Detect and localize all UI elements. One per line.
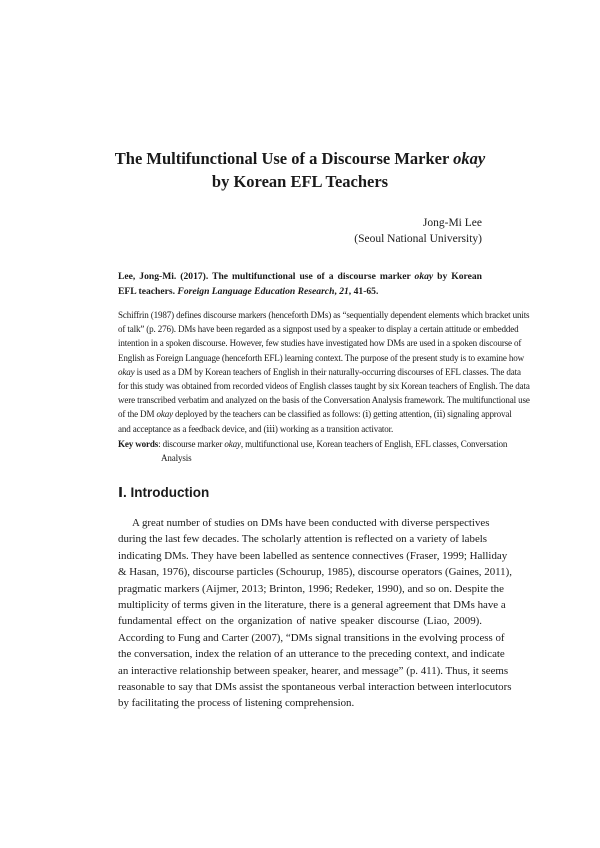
keywords-text: , multifunctional use, Korean teachers of English, EFL classes, Conversation [240, 439, 508, 449]
keywords-label: Key words [118, 439, 159, 449]
body-line: by facilitating the process of listening comprehension. [118, 697, 355, 710]
body-line: indicating DMs. They have been labelled as sentence connectives (Fraser, 1999; Halliday [118, 549, 508, 562]
abstract-line: and acceptance as a feedback device, and (ⅲ) working as a transition activator. [118, 423, 394, 434]
abstract-text: is used as a DM by Korean teachers of English in their naturally-occurring discourses of EFL classes. The data [134, 366, 521, 377]
body-line: an interactive relationship between speaker, hearer, and message” (p. 411). Thus, it seems [118, 664, 509, 677]
section-heading: Ⅰ. Introduction [118, 485, 210, 500]
citation-sep: , [334, 286, 340, 297]
body-line: & Hasan, 1976), discourse particles (Schourup, 1985), discourse operators (Gaines, 2011), [118, 566, 512, 579]
author-name: Jong-Mi Lee [422, 217, 482, 229]
title-text: The Multifunctional Use of a Discourse Marker [114, 149, 454, 168]
abstract-line: intention in a spoken discourse. However, few studies have investigated how DMs are used in a spoken discourse of [118, 338, 522, 349]
abstract-line: English as Foreign Language (henceforth EFL) learning context. The purpose of the present study is to examine how [118, 352, 524, 363]
keywords-line [118, 437, 508, 451]
body-line: fundamental effect on the organization of native speaker discourse (Liao, 2009). [118, 615, 482, 628]
title-line-2: by Korean EFL Teachers [211, 172, 389, 191]
abstract-line [118, 407, 512, 421]
citation-italic-term: okay [414, 271, 434, 282]
body-paragraph [118, 515, 512, 712]
body-line: According to Fung and Carter (2007), “DMs signal transitions in the evolving process of [118, 631, 505, 644]
abstract-text: deployed by the teachers can be classified as follows: (ⅰ) getting attention, (ⅱ) signaling approval [172, 409, 512, 420]
body-line: the conversation, index the relation of an utterance to the preceding context, and indicate [118, 648, 505, 661]
abstract-line: for this study was obtained from recorded videos of English classes taught by six Korean teachers of English. The data [118, 381, 530, 392]
keywords [118, 437, 508, 465]
abstract-text: of the DM [118, 409, 157, 420]
body-line: reasonable to say that DMs assist the spontaneous verbal interaction between interlocutors [118, 681, 512, 694]
citation-volume: 21 [339, 286, 349, 297]
citation-text: Lee, Jong-Mi. (2017). The multifunctional use of a discourse marker [118, 271, 415, 282]
abstract-italic-term: okay [156, 409, 173, 420]
abstract-line: were transcribed verbatim and analyzed on the basis of the Conversation Analysis framework. The multifunctional use [118, 395, 530, 406]
abstract-line: Schiffrin (1987) defines discourse markers (henceforth DMs) as “sequentially dependent elements which bracket units [118, 310, 530, 320]
body-line: multiplicity of terms given in the literature, there is a general agreement that DMs have a [118, 599, 506, 612]
author-affiliation: (Seoul National University) [354, 233, 482, 245]
author-block [354, 215, 482, 247]
body-line: during the last few decades. The scholarly attention is reflected on a variety of labels [118, 533, 488, 546]
abstract-italic-term: okay [118, 366, 135, 377]
abstract-line [118, 365, 521, 379]
keywords-line: Analysis [161, 453, 192, 463]
abstract-line: of talk” (p. 276). DMs have been regarded as a signpost used by a speaker to display a certain attitude or embedded [118, 324, 519, 335]
title-line-1 [60, 147, 540, 170]
body-line: pragmatic markers (Aijmer, 2013; Brinton, 1996; Redeker, 1990), and so on. Despite the [118, 582, 504, 595]
keywords-italic-term: okay [224, 439, 241, 449]
keywords-text: : discourse marker [158, 439, 225, 449]
citation [118, 269, 482, 299]
title-italic-term: okay [453, 149, 486, 168]
citation-text-2: by Korean EFL teachers. [118, 271, 482, 297]
paper-title [60, 147, 540, 193]
citation-journal: Foreign Language Education Research [177, 286, 335, 297]
citation-pages: , 41-65. [348, 286, 379, 297]
body-line: A great number of studies on DMs have been conducted with diverse perspectives [132, 517, 490, 529]
abstract [118, 308, 530, 436]
